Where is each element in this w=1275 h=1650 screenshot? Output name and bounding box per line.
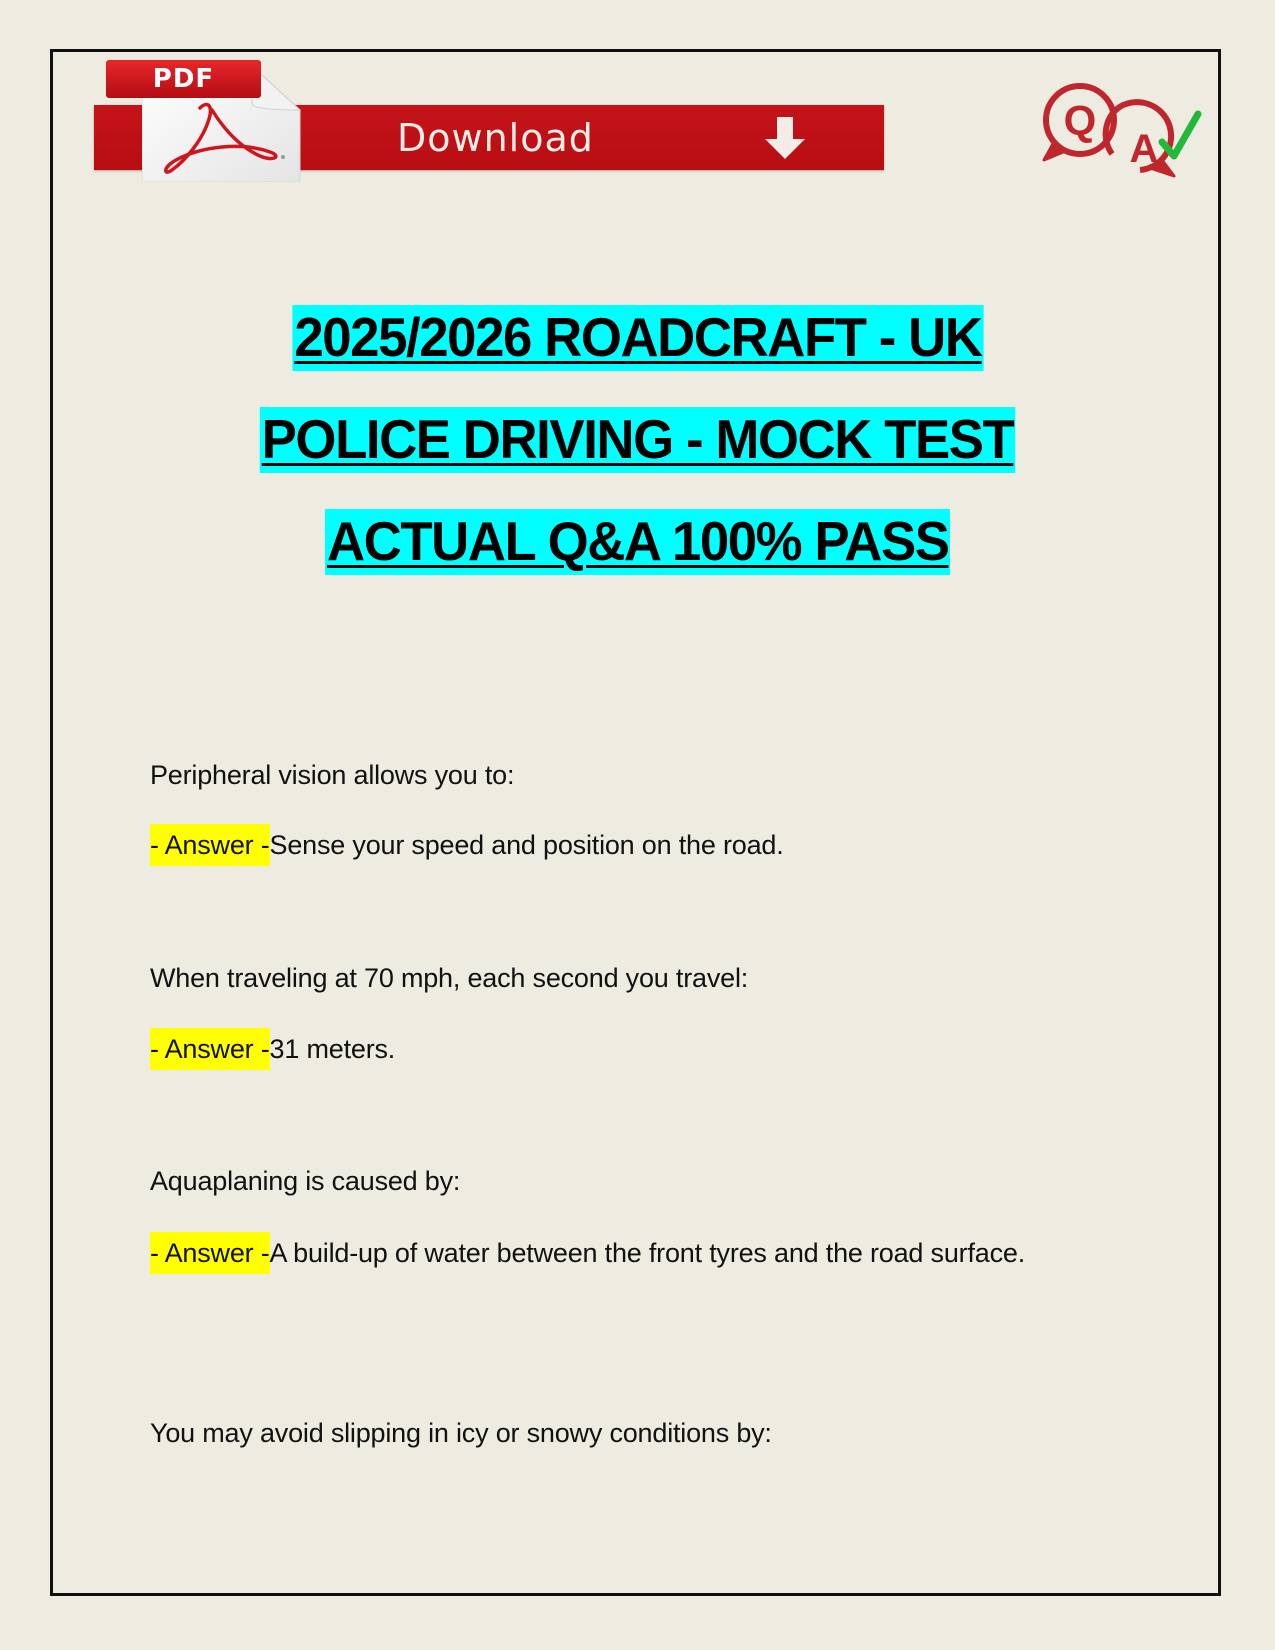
svg-text:A: A (1129, 127, 1159, 171)
pdf-download-banner[interactable] (92, 60, 887, 185)
pdf-label: PDF (106, 60, 261, 98)
answer-text: 31 meters. (269, 1034, 396, 1064)
pdf-file-icon (142, 60, 307, 185)
question-text: You may avoid slipping in icy or snowy conditions by: (150, 1418, 772, 1448)
qa-logo-icon (1040, 78, 1210, 178)
title-line-2 (0, 407, 1275, 509)
title-text-1: 2025/2026 ROADCRAFT - UK (292, 305, 983, 371)
title-text-3: ACTUAL Q&A 100% PASS (325, 509, 950, 575)
answer-line (150, 1026, 1110, 1072)
question-text: Aquaplaning is caused by: (150, 1166, 461, 1196)
answer-highlight: - Answer - (150, 824, 270, 866)
download-label[interactable]: Download (397, 116, 594, 160)
answer-line (150, 1230, 1110, 1276)
answer-text: Sense your speed and position on the road. (269, 830, 784, 860)
download-arrow-icon (762, 115, 808, 161)
title-text-2: POLICE DRIVING - MOCK TEST (260, 407, 1015, 473)
svg-text:Q: Q (1063, 97, 1097, 144)
question-text: When traveling at 70 mph, each second you travel: (150, 963, 749, 993)
title-line-1 (0, 305, 1275, 407)
answer-line (150, 822, 1110, 868)
answer-text: A build-up of water between the front tyres and the road surface. (269, 1238, 1025, 1268)
question-text: Peripheral vision allows you to: (150, 760, 515, 790)
answer-highlight: - Answer - (150, 1028, 270, 1070)
title-line-3 (0, 509, 1275, 611)
answer-highlight: - Answer - (150, 1232, 270, 1274)
document-title (0, 305, 1275, 611)
